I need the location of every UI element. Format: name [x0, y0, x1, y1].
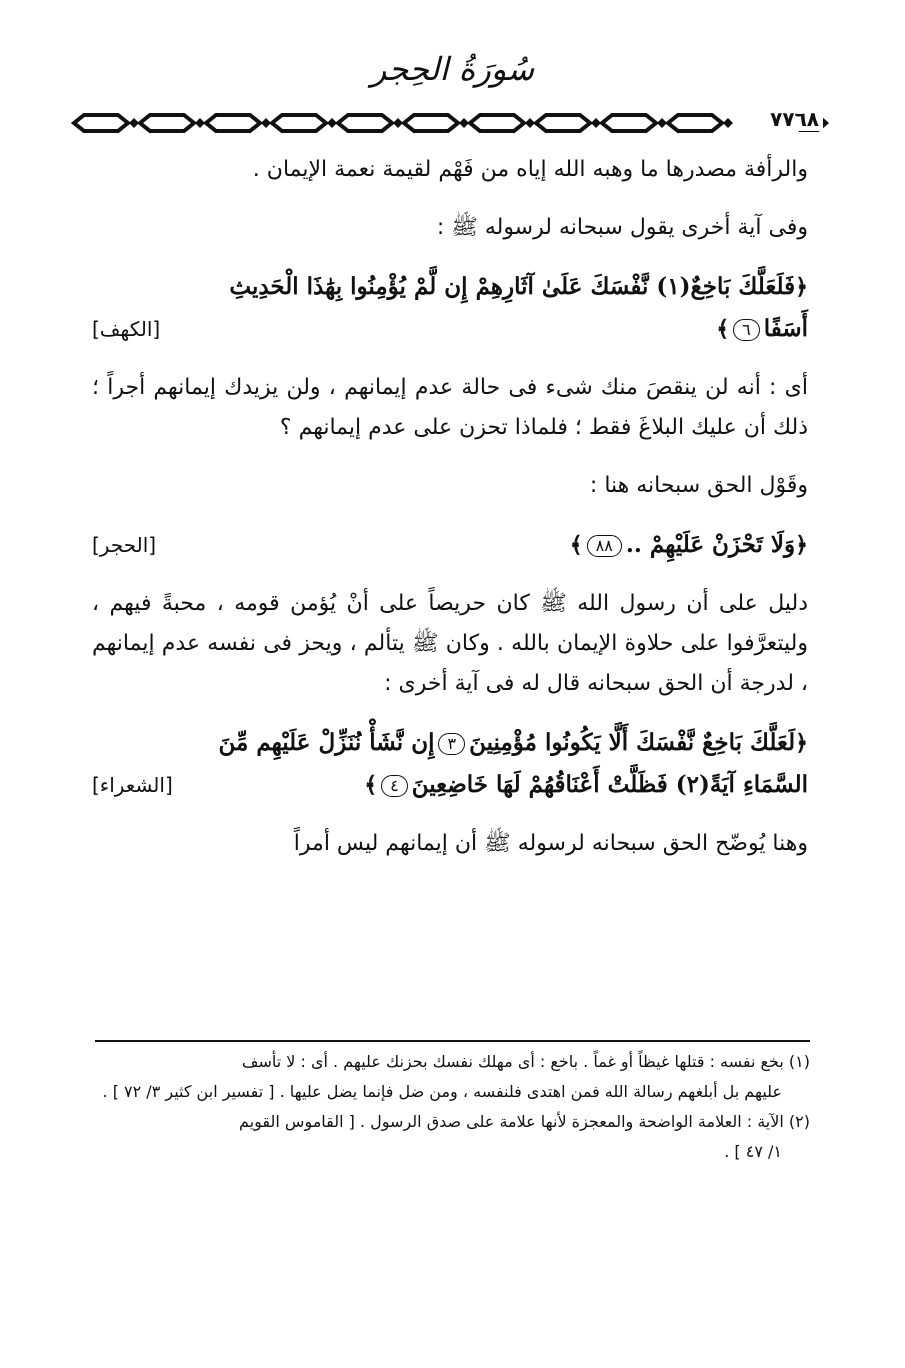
ornate-bracket-open: ﴿: [795, 730, 808, 756]
verse-shuara-line-1b: إِن نَّشَأْ نُنَزِّلْ عَلَيْهِم مِّنَ: [218, 729, 435, 756]
footnotes: [95, 1047, 810, 1167]
verse-hijr: [92, 524, 808, 566]
ayah-number: ٨٨: [587, 535, 622, 557]
ayah-number: ٦: [733, 319, 760, 341]
verse-kahf-line-1: فَلَعَلَّكَ بَاخِعٌ(١) نَّفْسَكَ عَلَىٰ آثَارِهِمْ إِن لَّمْ يُؤْمِنُوا بِهَٰذَا الْحَدِيثِ: [229, 273, 796, 300]
verse-kahf-line-2: أَسَفًا: [763, 315, 808, 342]
footnote-2-continued: ١/ ٤٧ ] .: [724, 1142, 782, 1161]
ornate-bracket-close: ﴾: [716, 316, 730, 342]
surah-reference: [الشعراء]: [92, 773, 173, 797]
surah-reference: [الحجر]: [92, 533, 157, 557]
ornate-bracket-open: ﴿: [795, 274, 808, 300]
decorative-header-bar: [70, 108, 830, 138]
verse-shuara-line-2: السَّمَاءِ آيَةً(٢) فَظَلَّتْ أَعْنَاقُهُمْ لَهَا خَاضِعِينَ: [411, 771, 808, 798]
verse-hijr-text: وَلَا تَحْزَنْ عَلَيْهِمْ ..: [625, 531, 796, 558]
footnote-2: (٢) الآية : العلامة الواضحة والمعجزة لأنها علامة على صدق الرسول . [ القاموس القويم: [239, 1112, 810, 1131]
footnote-1-continued: عليهم بل أبلغهم رسالة الله فمن اهتدى فلنفسه ، ومن ضل فإنما يضل عليها . [ تفسير ابن كثير ٣/ ٧٢ ] .: [102, 1082, 782, 1101]
ayah-number: ٣: [438, 733, 465, 755]
footnote-divider: [95, 1040, 810, 1042]
surah-title: سُورَةُ الحِجر: [370, 50, 535, 88]
paragraph-2: وفى آية أخرى يقول سبحانه لرسوله ﷺ :: [436, 215, 808, 240]
ornate-bracket-open: ﴿: [795, 532, 808, 558]
ornate-bracket-close: ﴾: [569, 532, 583, 558]
verse-shuara-line-1a: لَعَلَّكَ بَاخِعٌ نَّفْسَكَ أَلَّا يَكُونُوا مُؤْمِنِينَ: [469, 729, 796, 756]
page-number: ٧٧٦٨: [766, 107, 823, 131]
paragraph-5: دليل على أن رسول الله ﷺ كان حريصاً على أنْ يُؤمن قومه ، محبةً فيهم ، وليتعرَّفوا على حلاوة الإيمان بالله . وكان ﷺ يتألم ، ويحز فى نفسه عدم إيمانهم ، لدرجة أن الحق سبحانه قال له فى آية أخرى :: [92, 591, 808, 696]
surah-reference: [الكهف]: [92, 317, 161, 341]
ayah-number: ٤: [381, 775, 408, 797]
paragraph-3: أى : أنه لن ينقصَ منك شىء فى حالة عدم إيمانهم ، ولن يزيدك إيمانهم أجراً ؛ ذلك أن عليك البلاغَ فقط ؛ فلماذا تحزن على عدم إيمانهم ؟: [92, 375, 808, 440]
footnote-1: (١) بخع نفسه : قتلها غيظاً أو غماً . باخع : أى مهلك نفسك بحزنك عليهم . أى : لا تأسف: [241, 1052, 810, 1071]
main-text: [92, 150, 808, 864]
paragraph-4: وقَوْل الحق سبحانه هنا :: [589, 473, 808, 498]
verse-kahf: [92, 266, 808, 350]
verse-shuara: [92, 722, 808, 806]
ornate-bracket-close: ﴾: [364, 772, 378, 798]
paragraph-6: وهنا يُوضّح الحق سبحانه لرسوله ﷺ أن إيمانهم ليس أمراً: [293, 831, 808, 856]
paragraph-1: والرأفة مصدرها ما وهبه الله إياه من فَهْم لقيمة نعمة الإيمان .: [252, 157, 808, 182]
